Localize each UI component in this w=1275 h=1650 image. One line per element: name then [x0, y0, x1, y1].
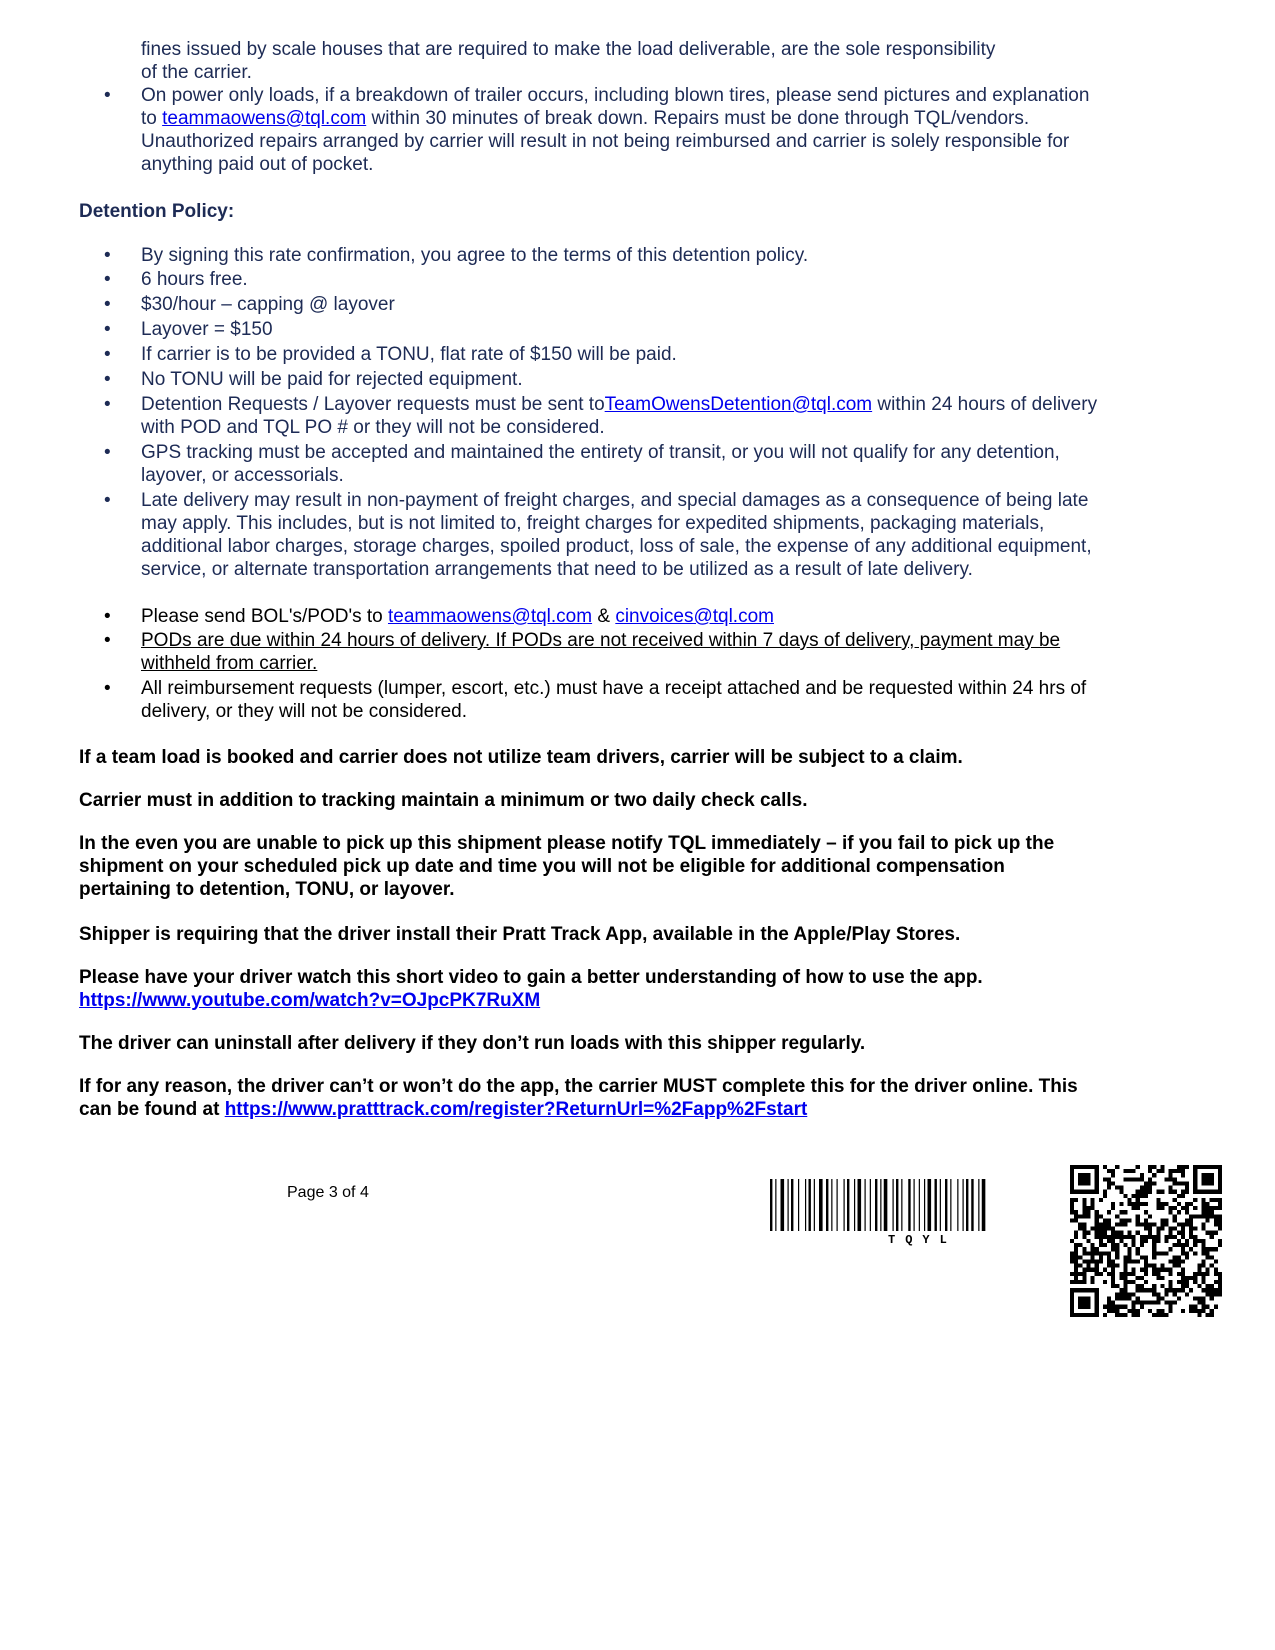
power-only-text: On power only loads, if a breakdown of trailer occurs, including blown tires, please send pictures and explanation to [141, 85, 1090, 129]
video-note-text: Please have your driver watch this short video to gain a better understanding of how to use the app. [79, 967, 983, 988]
detention-requests-text: Detention Requests / Layover requests must be sent to [141, 394, 605, 415]
uninstall-note: The driver can uninstall after delivery if they don’t run loads with this shipper regularly. [79, 1033, 866, 1054]
bullet-marker: • [104, 678, 111, 699]
fines-continuation-line1: fines issued by scale houses that are required to make the load deliverable, are the sole responsibility [141, 39, 996, 60]
detention-bullet-pods-due: PODs are due within 24 hours of delivery. If PODs are not received within 7 days of delivery, payment may be withheld from carrier. [141, 630, 1061, 674]
bullet-marker: • [104, 490, 111, 511]
pratt-app-note: Shipper is requiring that the driver install their Pratt Track App, available in the Apple/Play Stores. [79, 924, 961, 945]
pratttrack-register-link[interactable]: https://www.pratttrack.com/register?ReturnUrl=%2Fapp%2Fstart [224, 1099, 808, 1120]
qr-code-image [1070, 1165, 1222, 1317]
barcode-text: TQYL [888, 1233, 957, 1247]
cinvoices-email-link[interactable]: cinvoices@tql.com [615, 606, 774, 627]
detention-policy-heading: Detention Policy: [79, 201, 235, 222]
bullet-marker: • [104, 369, 111, 390]
fines-continuation-line2: of the carrier. [141, 62, 252, 83]
bullet-marker: • [104, 85, 111, 106]
video-note [79, 966, 1089, 1012]
detention-bullet-agree: By signing this rate confirmation, you agree to the terms of this detention policy. [141, 245, 809, 266]
bullet-marker: • [104, 442, 111, 463]
bullet-marker: • [104, 394, 111, 415]
teammaowens-email-link[interactable]: teammaowens@tql.com [387, 606, 593, 627]
power-only-text-cont: within 30 minutes of break down. Repairs must be done through TQL/vendors. Unauthorized repairs arranged by carrier will result in not being reimbursed and carrier is solely responsible for anything paid out of pocket. [141, 108, 1070, 175]
power-only-bullet [141, 84, 1101, 176]
detention-bullet-free-hours: 6 hours free. [141, 269, 248, 290]
detention-bullet-requests [141, 393, 1101, 439]
detention-bullet-layover: Layover = $150 [141, 319, 273, 340]
bullet-marker: • [104, 319, 111, 340]
barcode-image [770, 1179, 1060, 1247]
detention-bullet-tonu-rate: If carrier is to be provided a TONU, flat rate of $150 will be paid. [141, 344, 677, 365]
youtube-link[interactable]: https://www.youtube.com/watch?v=OJpcPK7RuXM [79, 990, 541, 1011]
detention-bullet-late-delivery: Late delivery may result in non-payment of freight charges, and special damages as a consequence of being late may apply. This includes, but is not limited to, freight charges for expedited shipments, packaging materials, additional labor charges, storage charges, spoiled product, loss of sale, the expense of any additional equipment, service, or alternate transportation arrangements that need to be utilized as a result of late delivery. [141, 490, 1092, 580]
detention-bullet-hourly-rate: $30/hour – capping @ layover [141, 294, 395, 315]
detention-bullet-send-pods [141, 605, 1101, 628]
register-note [79, 1075, 1089, 1121]
bullet-marker: • [104, 269, 111, 290]
bullet-marker: • [104, 344, 111, 365]
detention-bullet-reimbursement: All reimbursement requests (lumper, escort, etc.) must have a receipt attached and be requested within 24 hrs of delivery, or they will not be considered. [141, 678, 1087, 722]
pickup-note: In the even you are unable to pick up this shipment please notify TQL immediately – if you fail to pick up the shipment on your scheduled pick up date and time you will not be eligible for additional compensation pertaining to detention, TONU, or layover. [79, 833, 1055, 900]
ampersand-text: & [592, 606, 616, 627]
send-pods-text: Please send BOL's/POD's to [141, 606, 388, 627]
team-load-note: If a team load is booked and carrier does not utilize team drivers, carrier will be subject to a claim. [79, 747, 963, 768]
detention-requests-text-cont: within 24 hours of delivery with POD and TQL PO # or they will not be considered. [141, 394, 1098, 438]
bullet-marker: • [104, 294, 111, 315]
bullet-marker: • [104, 245, 111, 266]
bullet-marker: • [104, 606, 111, 627]
detention-bullet-tonu-rejected: No TONU will be paid for rejected equipment. [141, 369, 523, 390]
power-only-email-link[interactable]: teammaowens@tql.com [162, 108, 367, 129]
register-note-text: If for any reason, the driver can’t or won’t do the app, the carrier MUST complete this for the driver online. This can be found at [79, 1076, 1078, 1120]
page-number: Page 3 of 4 [287, 1184, 369, 1201]
bullet-marker: • [104, 630, 111, 651]
check-calls-note: Carrier must in addition to tracking maintain a minimum or two daily check calls. [79, 790, 808, 811]
detention-bullet-gps: GPS tracking must be accepted and maintained the entirety of transit, or you will not qualify for any detention, layover, or accessorials. [141, 442, 1060, 486]
detention-email-link[interactable]: TeamOwensDetention@tql.com [604, 394, 873, 415]
